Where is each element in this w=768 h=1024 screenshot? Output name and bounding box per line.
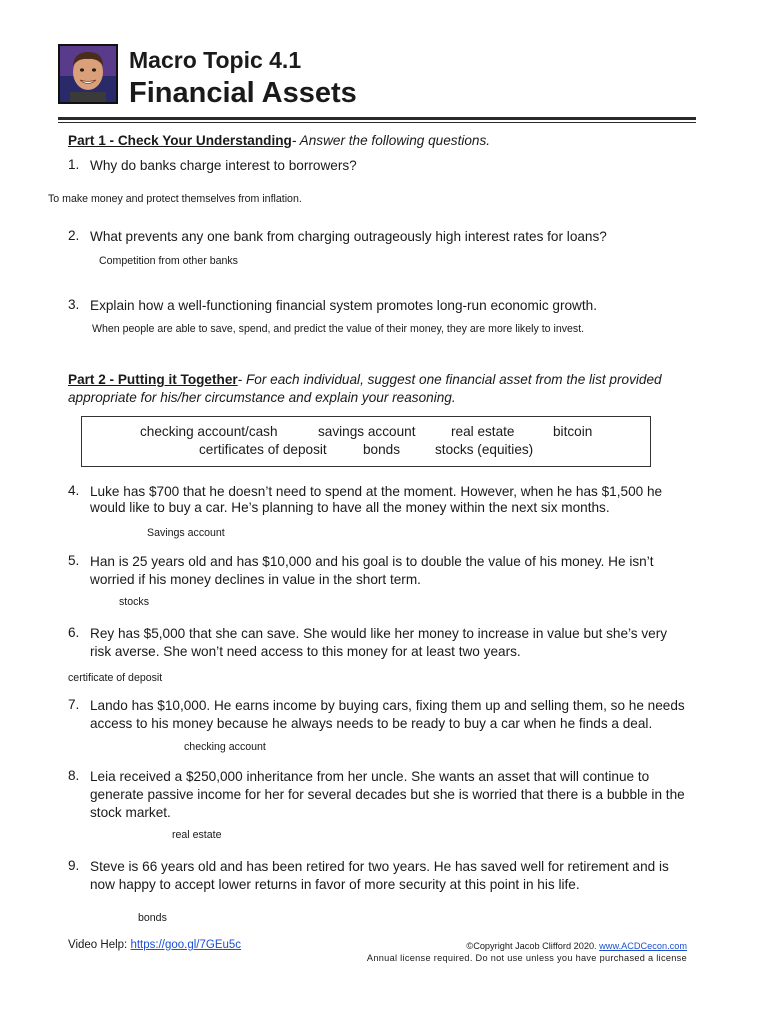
question-text: Luke has $700 that he doesn’t need to spend at the moment. However, when he has $1,500 he: [90, 484, 663, 499]
question-text: stock market.: [90, 805, 171, 820]
topic-label: Macro Topic 4.1: [129, 47, 302, 73]
license-notice: Annual license required. Do not use unless you have purchased a license: [366, 953, 687, 963]
asset-list-box: [81, 416, 651, 467]
question-text: What prevents any one bank from charging outrageously high interest rates for loans?: [90, 229, 607, 244]
question-text: Lando has $10,000. He earns income by buying cars, fixing them up and selling them, so he needs: [90, 698, 685, 713]
question-number: 9.: [68, 858, 80, 873]
question-text: Steve is 66 years old and has been retired for two years. He has saved well for retirement and is: [90, 859, 669, 874]
question-text: risk averse. She won’t need access to this money for at least two years.: [90, 644, 521, 659]
answer-text[interactable]: When people are able to save, spend, and predict the value of their money, they are more likely to invest.: [92, 323, 585, 335]
asset-item: bitcoin: [553, 424, 593, 439]
part1-instruction: - Answer the following questions.: [291, 133, 491, 148]
question-number: 1.: [68, 157, 80, 172]
copyright: [466, 941, 687, 951]
video-help-label: Video Help:: [68, 939, 131, 951]
part1-heading: Part 1 - Check Your Understanding: [68, 133, 292, 148]
answer-text[interactable]: Savings account: [147, 527, 225, 539]
question-number: 2.: [68, 228, 80, 243]
website-link[interactable]: www.ACDCecon.com: [599, 941, 687, 951]
video-help: [68, 939, 241, 951]
part2-header-cont: [68, 389, 456, 407]
part2-header: [68, 371, 662, 389]
question-number: 5.: [68, 553, 80, 568]
question-text: Why do banks charge interest to borrowers?: [90, 158, 357, 173]
question-text: now happy to accept lower returns in favor of more security at this point in his life.: [90, 877, 580, 892]
asset-item: certificates of deposit: [199, 442, 327, 457]
part2-instruction: - For each individual, suggest one financial asset from the list provided: [237, 372, 662, 387]
question-text: would like to buy a car. He’s planning to have all the money within the next six months.: [90, 500, 610, 515]
part2-instruction-cont: appropriate for his/her circumstance and explain your reasoning.: [68, 390, 456, 405]
question-text: Explain how a well-functioning financial system promotes long-run economic growth.: [90, 298, 597, 313]
question-number: 7.: [68, 697, 80, 712]
question-number: 4.: [68, 483, 80, 498]
video-help-link[interactable]: https://goo.gl/7GEu5c: [130, 939, 242, 951]
question-text: Han is 25 years old and has $10,000 and his goal is to double the value of his money. He isn’t: [90, 554, 654, 569]
question-text: Rey has $5,000 that she can save. She would like her money to increase in value but she’s very: [90, 626, 668, 641]
question-number: 3.: [68, 297, 80, 312]
question-number: 8.: [68, 768, 80, 783]
question-text: access to his money because he always needs to be ready to buy a car when he finds a deal.: [90, 716, 653, 731]
answer-text[interactable]: real estate: [172, 829, 222, 841]
answer-text[interactable]: certificate of deposit: [68, 672, 163, 684]
asset-item: bonds: [363, 442, 401, 457]
answer-text[interactable]: checking account: [184, 741, 266, 753]
question-number: 6.: [68, 625, 80, 640]
author-photo: [58, 44, 118, 104]
asset-item: checking account/cash: [140, 424, 278, 439]
answer-text[interactable]: bonds: [138, 912, 167, 924]
question-text: Leia received a $250,000 inheritance from her uncle. She wants an asset that will continue to: [90, 769, 650, 784]
author-photo-icon: [60, 46, 116, 102]
answer-text[interactable]: To make money and protect themselves from inflation.: [48, 193, 302, 205]
header-divider-thin: [58, 122, 696, 123]
page-title: Financial Assets: [129, 77, 357, 109]
part2-heading: Part 2 - Putting it Together: [68, 372, 238, 387]
answer-text[interactable]: stocks: [119, 596, 150, 608]
asset-item: stocks (equities): [435, 442, 534, 457]
asset-item: savings account: [318, 424, 416, 439]
copyright-text: ©Copyright Jacob Clifford 2020.: [466, 941, 600, 951]
asset-item: real estate: [451, 424, 515, 439]
part1-header: [68, 132, 490, 150]
answer-text[interactable]: Competition from other banks: [99, 255, 238, 267]
question-text: generate passive income for her for several decades but she is worried that there is a bubble in the: [90, 787, 685, 802]
question-text: worried if his money declines in value in the short term.: [90, 572, 421, 587]
header-divider: [58, 117, 696, 120]
